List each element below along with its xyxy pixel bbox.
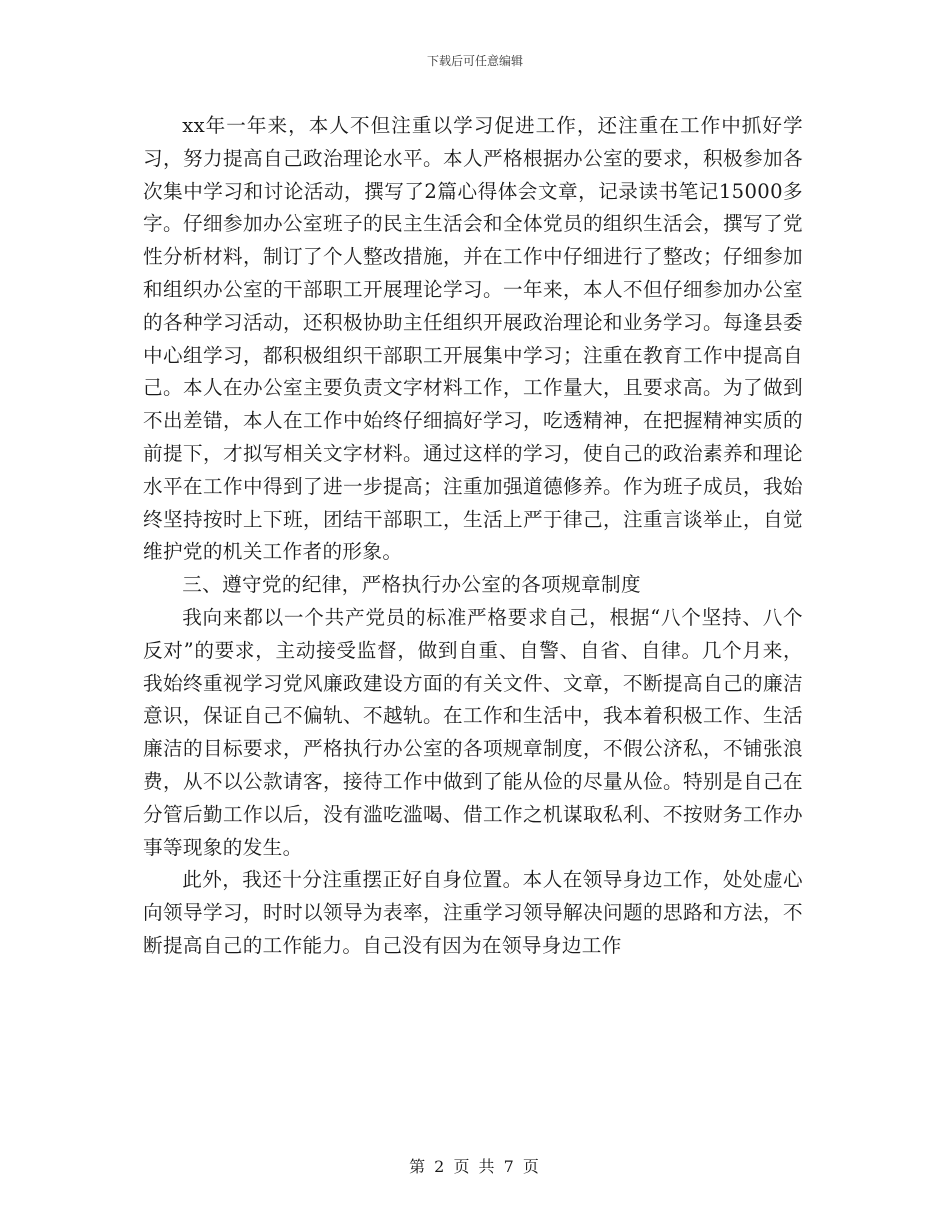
paragraph-study: xx年一年来，本人不但注重以学习促进工作，还注重在工作中抓好学习，努力提高自己政治理论水平。本人严格根据办公室的要求，积极参加各次集中学习和讨论活动，撰写了2篇心得体会文章，记录读书笔记15000多字。仔细参加办公室班子的民主生活会和全体党员的组织生活会，撰写了党性分析材料，制订了个人整改措施，并在工作中仔细进行了整改；仔细参加和组织办公室的干部职工开展理论学习。一年来，本人不但仔细参加办公室的各种学习活动，还积极协助主任组织开展政治理论和业务学习。每逢县委中心组学习，都积极组织干部职工开展集中学习；注重在教育工作中提高自己。本人在办公室主要负责文字材料工作，工作量大，且要求高。为了做到不出差错，本人在工作中始终仔细搞好学习，吃透精神，在把握精神实质的前提下，才拟写相关文字材料。通过这样的学习，使自己的政治素养和理论水平在工作中得到了进一步提高；注重加强道德修养。作为班子成员，我始终坚持按时上下班，团结干部职工，生活上严于律己，注重言谈举止，自觉维护党的机关工作者的形象。 — [143, 114, 803, 564]
document-body — [143, 110, 803, 963]
page-header-note: 下载后可任意编辑 — [426, 54, 523, 68]
section-heading-discipline: 三、遵守党的纪律，严格执行办公室的各项规章制度 — [182, 573, 641, 597]
page-number: 第 2 页 共 7 页 — [409, 1157, 541, 1176]
paragraph-position: 此外，我还十分注重摆正好自身位置。本人在领导身边工作，处处虚心向领导学习，时时以领导为表率，注重学习领导解决问题的思路和方法，不断提高自己的工作能力。自己没有因为在领导身边工作 — [143, 868, 803, 957]
paragraph-discipline: 我向来都以一个共产党员的标准严格要求自己，根据“八个坚持、八个反对”的要求，主动接受监督，做到自重、自警、自省、自律。几个月来，我始终重视学习党风廉政建设方面的有关文件、文章，不断提高自己的廉洁意识，保证自己不偏轨、不越轨。在工作和生活中，我本着积极工作、生活廉洁的目标要求，严格执行办公室的各项规章制度，不假公济私，不铺张浪费，从不以公款请客，接待工作中做到了能从俭的尽量从俭。特别是自己在分管后勤工作以后，没有滥吃滥喝、借工作之机谋取私利、不按财务工作办事等现象的发生。 — [143, 605, 803, 859]
